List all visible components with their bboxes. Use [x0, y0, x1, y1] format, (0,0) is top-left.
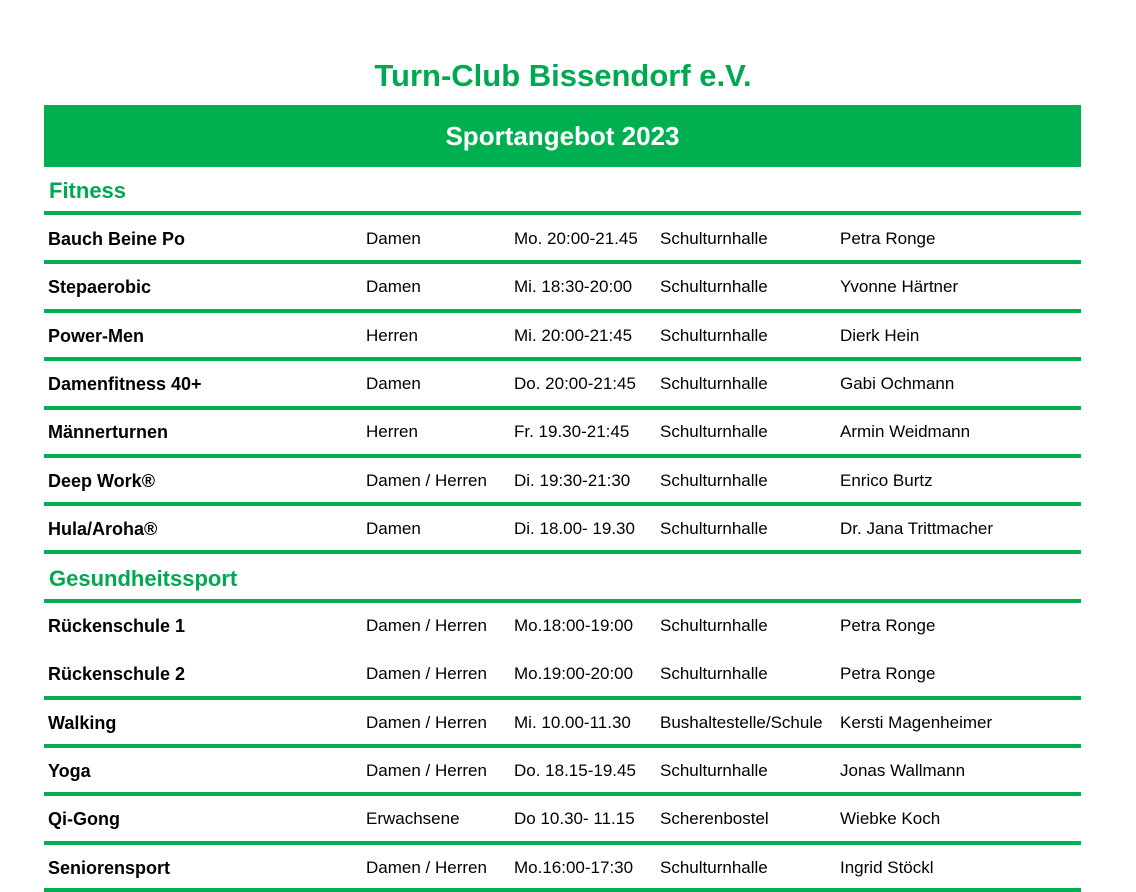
- course-name: Rückenschule 2: [48, 664, 186, 684]
- course-name: Qi-Gong: [48, 809, 120, 829]
- course-name: Damenfitness 40+: [48, 374, 202, 394]
- course-time: Mo. 20:00-21.45: [514, 229, 638, 248]
- course-time: Do. 20:00-21:45: [514, 374, 636, 393]
- divider: [44, 406, 1081, 410]
- course-time: Mo.19:00-20:00: [514, 664, 634, 683]
- course-trainer: Kersti Magenheimer: [840, 713, 993, 732]
- course-trainer: Petra Ronge: [840, 664, 936, 683]
- table-row: [44, 807, 1081, 831]
- course-name: Bauch Beine Po: [48, 229, 186, 249]
- course-time: Mo.18:00-19:00: [514, 616, 634, 635]
- course-name: Rückenschule 1: [48, 616, 186, 636]
- course-group: Damen: [366, 374, 421, 393]
- section-title-gesundheitssport: Gesundheitssport: [49, 566, 238, 591]
- course-group: Damen / Herren: [366, 858, 487, 877]
- divider: [44, 309, 1081, 313]
- table-row: [44, 517, 1081, 541]
- course-place: Schulturnhalle: [660, 277, 768, 296]
- table-row: [44, 856, 1081, 880]
- section-title-fitness: Fitness: [49, 178, 127, 203]
- course-group: Damen / Herren: [366, 616, 487, 635]
- course-place: Schulturnhalle: [660, 616, 768, 635]
- course-place: Schulturnhalle: [660, 858, 768, 877]
- course-trainer: Petra Ronge: [840, 616, 936, 635]
- course-group: Erwachsene: [366, 809, 460, 828]
- course-group: Damen / Herren: [366, 761, 487, 780]
- course-name: Stepaerobic: [48, 277, 152, 297]
- course-trainer: Jonas Wallmann: [840, 761, 966, 780]
- table-row: [44, 711, 1081, 735]
- course-place: Schulturnhalle: [660, 761, 768, 780]
- table-row: [44, 275, 1081, 299]
- course-trainer: Dr. Jana Trittmacher: [840, 519, 994, 538]
- course-place: Scherenbostel: [660, 809, 769, 828]
- course-place: Schulturnhalle: [660, 519, 768, 538]
- course-time: Di. 19:30-21:30: [514, 471, 631, 490]
- course-time: Di. 18.00- 19.30: [514, 519, 635, 538]
- course-time: Do. 18.15-19.45: [514, 761, 636, 780]
- divider: [44, 502, 1081, 506]
- course-name: Walking: [48, 713, 117, 733]
- divider: [44, 696, 1081, 700]
- course-place: Schulturnhalle: [660, 374, 768, 393]
- course-place: Schulturnhalle: [660, 229, 768, 248]
- course-trainer: Wiebke Koch: [840, 809, 941, 828]
- course-group: Damen / Herren: [366, 471, 487, 490]
- table-row: [44, 469, 1081, 493]
- divider: [44, 454, 1081, 458]
- course-trainer: Gabi Ochmann: [840, 374, 955, 393]
- divider: [44, 792, 1081, 796]
- divider: [44, 599, 1081, 603]
- course-place: Schulturnhalle: [660, 664, 768, 683]
- course-trainer: Armin Weidmann: [840, 422, 971, 441]
- course-trainer: Petra Ronge: [840, 229, 936, 248]
- divider: [44, 357, 1081, 361]
- table-row: [44, 227, 1081, 251]
- table-row: [44, 324, 1081, 348]
- course-place: Schulturnhalle: [660, 422, 768, 441]
- course-group: Damen / Herren: [366, 713, 487, 732]
- course-name: Hula/Aroha®: [48, 519, 158, 539]
- table-row: [44, 614, 1081, 638]
- course-place: Schulturnhalle: [660, 471, 768, 490]
- table-row: [44, 759, 1081, 783]
- course-time: Mi. 10.00-11.30: [514, 713, 631, 732]
- club-title: Turn-Club Bissendorf e.V.: [374, 58, 752, 93]
- course-group: Damen / Herren: [366, 664, 487, 683]
- divider: [44, 841, 1081, 845]
- course-place: Bushaltestelle/Schule: [660, 713, 823, 732]
- course-trainer: Ingrid Stöckl: [840, 858, 934, 877]
- course-trainer: Enrico Burtz: [840, 471, 933, 490]
- course-place: Schulturnhalle: [660, 326, 768, 345]
- course-trainer: Dierk Hein: [840, 326, 920, 345]
- course-group: Damen: [366, 229, 421, 248]
- divider: [44, 744, 1081, 748]
- course-name: Deep Work®: [48, 471, 155, 491]
- table-row: [44, 372, 1081, 396]
- divider: [44, 888, 1081, 892]
- course-name: Seniorensport: [48, 858, 171, 878]
- course-group: Damen: [366, 277, 421, 296]
- program-banner: [44, 105, 1081, 167]
- course-name: Power-Men: [48, 326, 145, 346]
- course-trainer: Yvonne Härtner: [840, 277, 959, 296]
- course-name: Männerturnen: [48, 422, 169, 442]
- divider: [44, 260, 1081, 264]
- divider: [44, 211, 1081, 215]
- course-time: Fr. 19.30-21:45: [514, 422, 630, 441]
- course-group: Damen: [366, 519, 421, 538]
- course-time: Mi. 20:00-21:45: [514, 326, 633, 345]
- course-name: Yoga: [48, 761, 91, 781]
- course-time: Do 10.30- 11.15: [514, 809, 635, 828]
- table-row: [44, 420, 1081, 444]
- banner-title: Sportangebot 2023: [445, 120, 680, 151]
- course-group: Herren: [366, 326, 418, 345]
- divider: [44, 550, 1081, 554]
- table-row: [44, 662, 1081, 686]
- course-time: Mi. 18:30-20:00: [514, 277, 633, 296]
- course-group: Herren: [366, 422, 418, 441]
- course-time: Mo.16:00-17:30: [514, 858, 634, 877]
